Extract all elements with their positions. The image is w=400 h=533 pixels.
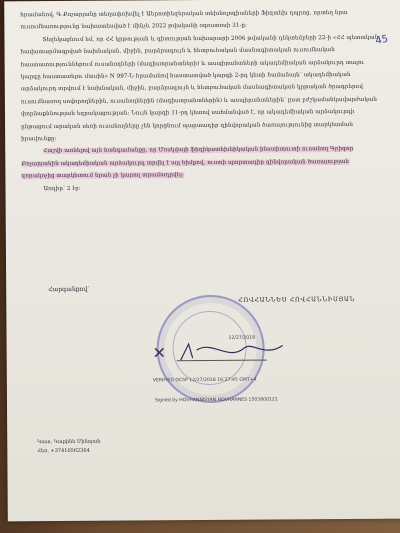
signed-by-line: Signed by HOVHANNISYAN HOVHANNES 1503800121: [154, 397, 278, 404]
verification-line: VERIFIED OCSP 12/27/2018 16:27:45 GMT+4: [152, 377, 257, 384]
paragraph-1: հրամանով, Գ.Քոչարյանը տեղափոխվել է Աերոտիեզերական տեխնոլոգիաների Ֆիզտեխ դպրոց, որտեղ նրա ուսումնառությունը նախատեսված է մինչև 2022 թվականի օգոստոսի 31-ը:: [20, 9, 348, 31]
attachment-note: Առդիր՝ 2 էջ:: [43, 185, 81, 192]
signature-cross-mark: ✕: [152, 343, 167, 363]
handwritten-page-mark: 45: [374, 33, 390, 47]
greeting: Հարգանքով՝: [48, 285, 90, 294]
contact-phone: Հեռ. +37410562364: [37, 447, 90, 455]
document-page: [4, 0, 400, 521]
signature-date: 12/27/2018: [228, 335, 256, 341]
highlighted-text: Հաշվի առնելով այն հանգամանքը, որ Մոսկվայի ֆիզիկատեխնիկական ինստիտուտի ուսանող Գրիգոր Քոչարյանին ակադեմիական արձակուրդ տրվել է այլ հիմքով, ուստի պարտադիր զինվորական ծառայության զորակոչից տարկետում նրան չի կարող տրամադրվել:: [21, 146, 354, 180]
executor-name: Կատ. Կարինե Մինոյան: [37, 438, 101, 446]
contact-block: [37, 438, 100, 456]
document-body: [20, 7, 381, 196]
paragraph-2: Տեղեկացնում եմ, որ ՀՀ կրթության և գիտության նախարարի 2006 թվականի դեկտեմբերի 22-ի «ՀՀ պետական հավատարմագրված նախնական, միջին, բարձրագույն և հետբուհական մասնագիտական ուսումնական հաստատություններում ուսանողների (մագիստրանտների) և ասպիրանտների ակադեմիական արձակուրդ տալու կարգը հաստատելու մասին» N 997-Ն հրամանով հաստատված կարգի 2-րդ կետի համաձայն՝ ակադեմիական արձակուրդ տրվում է նախնական, միջին, բարձրագույն և հետբուհական մասնագիտական կրթական ծրագրերով ուսումնառող սովորողներին, ուսանողներին (մագիստրանտներին) և ասպիրանտներին՝ ըստ բժշկամանկավարժական փորձաքննության եզրակացության: Նույն կարգի 11-րդ կետով սահմանված է, որ ակադեմիական արձակուրդի ընթացում արական սեռի ուսանողները չեն կորցնում պարտադիր զինվորական ծառայությունից տարկետման իրավունքը:: [20, 34, 379, 143]
signer-name: ՀՈՎՀԱՆՆԵՍ ՀՈՎՀԱՆՆԻՍՅԱՆ: [238, 295, 356, 304]
paragraph-3-highlighted: [21, 143, 381, 183]
